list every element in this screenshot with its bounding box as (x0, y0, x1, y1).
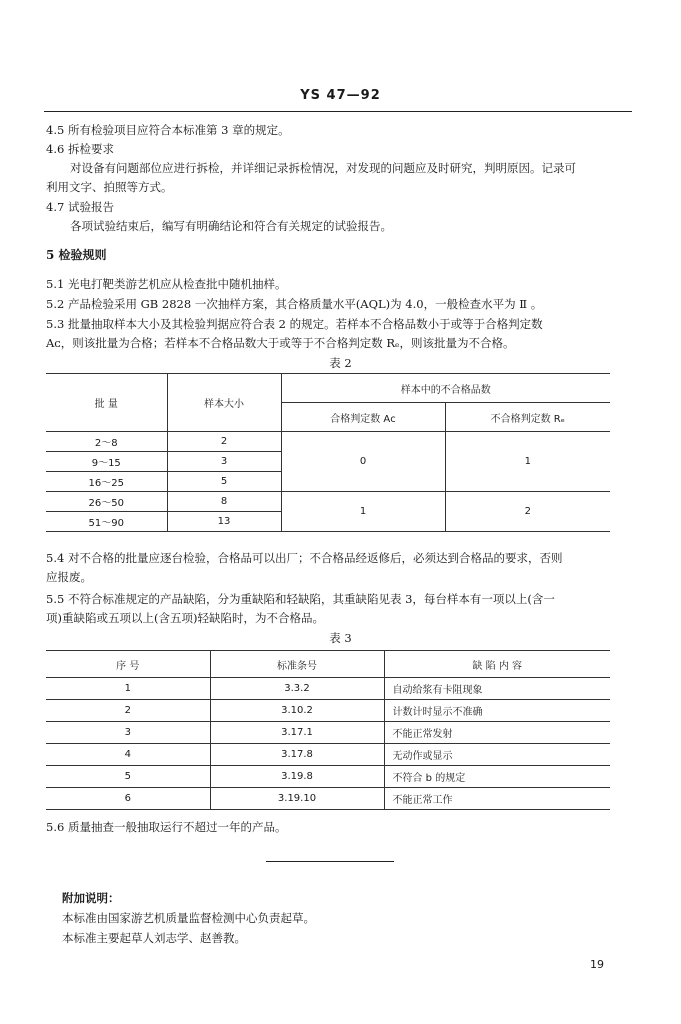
table3-header-defect: 缺 陷 内 容 (384, 651, 610, 678)
table3-defect-cell: 无动作或显示 (384, 744, 610, 766)
table2-sample-cell: 13 (167, 512, 281, 532)
table2-re-cell: 1 (445, 432, 610, 492)
table2-batch-cell: 51～90 (46, 512, 167, 532)
table-3 (46, 650, 610, 810)
table2-header-batch: 批 量 (46, 374, 167, 432)
table3-no-cell: 3 (46, 722, 210, 744)
page-number: 19 (590, 958, 604, 971)
clause-4-6-body-line1: 对设备有问题部位应进行拆检，并详细记录拆检情况，对发现的问题应及时研究，判明原因。记录可 (70, 161, 576, 175)
clause-4-5: 4.5 所有检验项目应符合本标准第 3 章的规定。 (46, 123, 290, 137)
table-row (46, 492, 610, 512)
table2-sample-cell: 8 (167, 492, 281, 512)
table3-clause-cell: 3.19.10 (210, 788, 384, 810)
table2-batch-cell: 26～50 (46, 492, 167, 512)
clause-5-1: 5.1 光电打靶类游艺机应从检查批中随机抽样。 (46, 277, 287, 291)
clause-5-5-line1: 5.5 不符合标准规定的产品缺陷，分为重缺陷和轻缺陷，其重缺陷见表 3，每台样本有一项以上(含一 (46, 592, 555, 606)
table2-ac-cell: 1 (281, 492, 445, 532)
clause-4-6-body-line2: 利用文字、拍照等方式。 (46, 180, 173, 194)
table3-no-cell: 5 (46, 766, 210, 788)
table3-defect-cell: 不符合 b 的规定 (384, 766, 610, 788)
table3-no-cell: 6 (46, 788, 210, 810)
table-row (46, 766, 610, 788)
clause-5-2: 5.2 产品检验采用 GB 2828 一次抽样方案，其合格质量水平(AQL)为 4.0，一般检查水平为 Ⅱ 。 (46, 297, 543, 311)
clause-5-3-line1: 5.3 批量抽取样本大小及其检验判据应符合表 2 的规定。若样本不合格品数小于或等于合格判定数 (46, 317, 543, 331)
table2-sample-cell: 5 (167, 472, 281, 492)
section-5-heading: 5 检验规则 (46, 248, 107, 262)
table2-header-ac: 合格判定数 Aᴄ (281, 403, 445, 432)
table-row (46, 700, 610, 722)
table3-defect-cell: 不能正常发射 (384, 722, 610, 744)
clause-4-6-title: 4.6 拆检要求 (46, 142, 114, 156)
table3-clause-cell: 3.19.8 (210, 766, 384, 788)
table-row (46, 678, 610, 700)
clause-5-3-line2: Aᴄ，则该批量为合格；若样本不合格品数大于或等于不合格判定数 Rₑ，则该批量为不合格。 (46, 336, 515, 350)
table2-batch-cell: 9～15 (46, 452, 167, 472)
end-rule (266, 861, 394, 862)
header-rule (44, 111, 632, 112)
table3-no-cell: 4 (46, 744, 210, 766)
table3-clause-cell: 3.17.1 (210, 722, 384, 744)
table3-no-cell: 1 (46, 678, 210, 700)
clause-5-4-line2: 应报废。 (46, 570, 92, 584)
additional-notes-title: 附加说明： (62, 891, 120, 905)
additional-notes-line2: 本标准主要起草人刘志学、赵善教。 (62, 931, 246, 945)
table3-defect-cell: 不能正常工作 (384, 788, 610, 810)
table3-clause-cell: 3.17.8 (210, 744, 384, 766)
table3-caption: 表 3 (329, 631, 352, 645)
table3-clause-cell: 3.3.2 (210, 678, 384, 700)
table3-defect-cell: 计数计时显示不准确 (384, 700, 610, 722)
table2-ac-cell: 0 (281, 432, 445, 492)
clause-4-7-body: 各项试验结束后，编写有明确结论和符合有关规定的试验报告。 (70, 219, 392, 233)
table2-header-re: 不合格判定数 Rₑ (445, 403, 610, 432)
clause-5-6: 5.6 质量抽查一般抽取运行不超过一年的产品。 (46, 820, 287, 834)
table3-header-no: 序 号 (46, 651, 210, 678)
clause-4-7-title: 4.7 试验报告 (46, 200, 114, 214)
additional-notes-line1: 本标准由国家游艺机质量监督检测中心负责起草。 (62, 911, 315, 925)
table2-sample-cell: 2 (167, 432, 281, 452)
table2-re-cell: 2 (445, 492, 610, 532)
clause-5-5-line2: 项)重缺陷或五项以上(含五项)轻缺陷时，为不合格品。 (46, 611, 324, 625)
table-row (46, 722, 610, 744)
table3-no-cell: 2 (46, 700, 210, 722)
table2-header-sample: 样本大小 (167, 374, 281, 432)
table3-header-clause: 标准条号 (210, 651, 384, 678)
table2-sample-cell: 3 (167, 452, 281, 472)
table2-header-nonconforming: 样本中的不合格品数 (281, 374, 610, 403)
table2-caption: 表 2 (329, 356, 352, 370)
table-row (46, 744, 610, 766)
table3-defect-cell: 自动给浆有卡阻现象 (384, 678, 610, 700)
table-row (46, 788, 610, 810)
table2-batch-cell: 16～25 (46, 472, 167, 492)
clause-5-4-line1: 5.4 对不合格的批量应逐台检验，合格品可以出厂；不合格品经返修后，必须达到合格品的要求，否则 (46, 551, 563, 565)
table-row (46, 432, 610, 452)
table3-clause-cell: 3.10.2 (210, 700, 384, 722)
table-2 (46, 373, 610, 532)
header-standard-code: YS 47—92 (300, 88, 381, 103)
table2-batch-cell: 2～8 (46, 432, 167, 452)
